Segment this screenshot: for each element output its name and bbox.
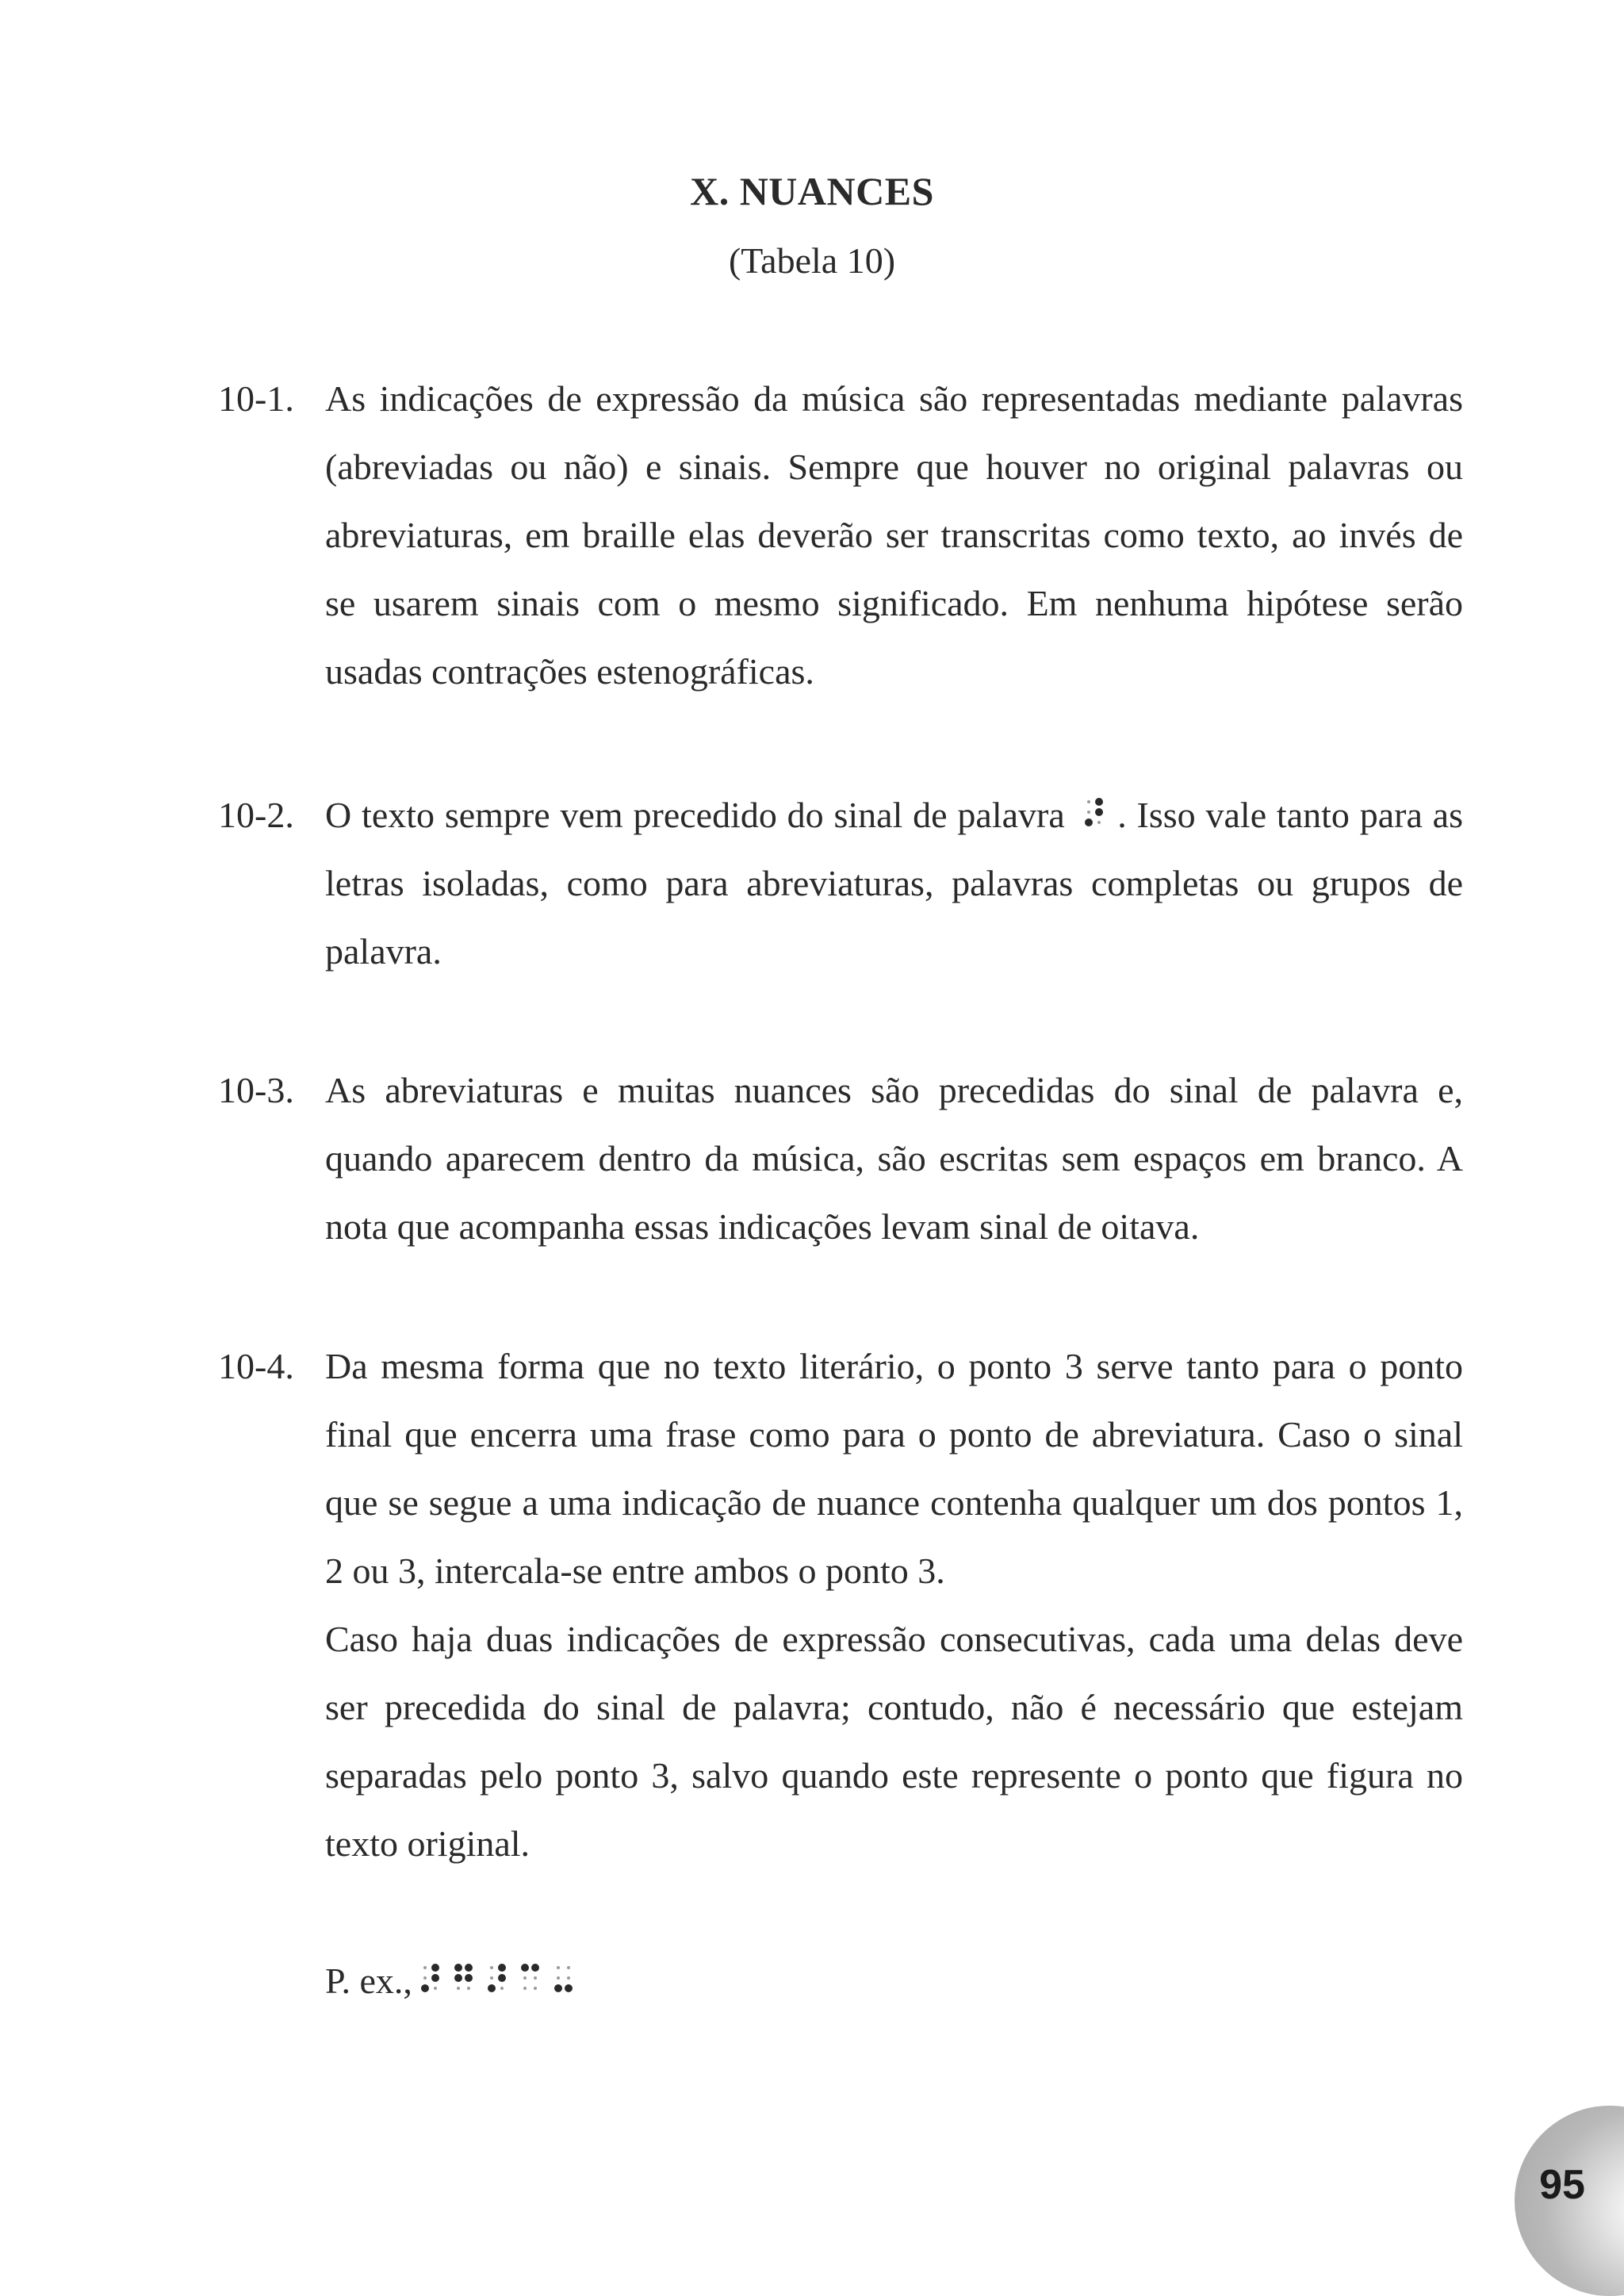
chapter-subtitle: (Tabela 10) [728,240,896,281]
braille-dot [421,1984,429,1992]
paragraph: As abreviaturas e muitas nuances são precedidas do sinal de palavra e, quando aparecem dentro da música, são escritas sem espaços em branco. A nota que acompanha essas indicações levam sinal de oitava. [325,1070,1463,1247]
braille-empty-dot [423,1976,427,1980]
braille-dot [554,1984,562,1992]
example-label: P. ex., [325,1961,412,2001]
braille-dot [498,1974,506,1982]
braille-empty-dot [557,1976,560,1980]
braille-dot [1095,808,1103,816]
braille-empty-dot [523,1976,527,1980]
braille-cell [1085,798,1103,826]
section-text [325,1056,1463,1261]
braille-dot [431,1964,439,1972]
section-text [325,781,1463,986]
braille-example [421,1964,576,1992]
braille-empty-dot [490,1976,493,1980]
braille-empty-dot [457,1987,460,1990]
braille-empty-dot [534,1976,537,1980]
section-number: 10-4. [218,1346,294,1386]
page-number: 95 [1539,2162,1585,2208]
braille-dot [465,1974,473,1982]
braille-dot [498,1964,506,1972]
braille-dot [521,1964,529,1972]
braille-dot [431,1974,439,1982]
braille-dot [488,1984,496,1992]
section-number: 10-2. [218,795,294,835]
braille-dot [465,1964,473,1972]
paragraph: As indicações de expressão da música são representadas mediante palavras (abreviadas ou não) e sinais. Sempre que houver no original palavras ou abreviaturas, em braille elas deverão ser transcritas como texto, ao invés de se usarem sinais com o mesmo significado. Em nenhuma hipótese serão usadas contrações estenográficas. [325,378,1463,692]
braille-empty-dot [434,1987,437,1990]
paragraph: Da mesma forma que no texto literário, o ponto 3 serve tanto para o ponto final que encerra uma frase como para o ponto de abreviatura. Caso o sinal que se segue a uma indicação de nuance contenha qualquer um dos pontos 1, 2 ou 3, intercala-se entre ambos o ponto 3. [325,1346,1463,1591]
section-text [325,365,1463,706]
braille-empty-dot [423,1966,427,1969]
braille-empty-dot [567,1966,570,1969]
braille-dot [454,1964,462,1972]
braille-dot [454,1974,462,1982]
braille-word-sign [1085,798,1107,826]
braille-cell [554,1966,573,1992]
paragraph [325,781,1463,986]
braille-cell [421,1964,439,1992]
braille-empty-dot [557,1966,560,1969]
braille-empty-dot [1087,800,1090,803]
braille-empty-dot [467,1987,470,1990]
braille-dot [531,1964,539,1972]
braille-cell [488,1964,506,1992]
braille-cell [521,1964,539,1990]
paragraph-text-before: O texto sempre vem precedido do sinal de palavra [325,795,1065,835]
braille-dot [1095,798,1103,806]
section-number: 10-1. [218,378,294,419]
braille-cell [454,1964,473,1990]
example [325,1947,576,2015]
paragraph: Caso haja duas indicações de expressão consecutivas, cada uma delas deve ser precedida do sinal de palavra; contudo, não é necessário que estejam separadas pelo ponto 3, salvo quando este represente o ponto que figura no texto original. [325,1619,1463,1864]
section-text [325,1332,1463,1878]
braille-empty-dot [500,1987,504,1990]
braille-empty-dot [523,1987,527,1990]
braille-empty-dot [490,1966,493,1969]
braille-empty-dot [1097,821,1101,824]
braille-empty-dot [567,1976,570,1980]
chapter-title: X. NUANCES [690,169,934,213]
paragraph-text-after: . Isso vale tanto para as letras isoladas, como para abreviaturas, palavras completas ou grupos de palavra. [325,795,1464,972]
section-number: 10-3. [218,1070,294,1110]
braille-dot [565,1984,573,1992]
braille-empty-dot [534,1987,537,1990]
braille-empty-dot [1087,811,1090,814]
braille-dot [1085,818,1093,826]
